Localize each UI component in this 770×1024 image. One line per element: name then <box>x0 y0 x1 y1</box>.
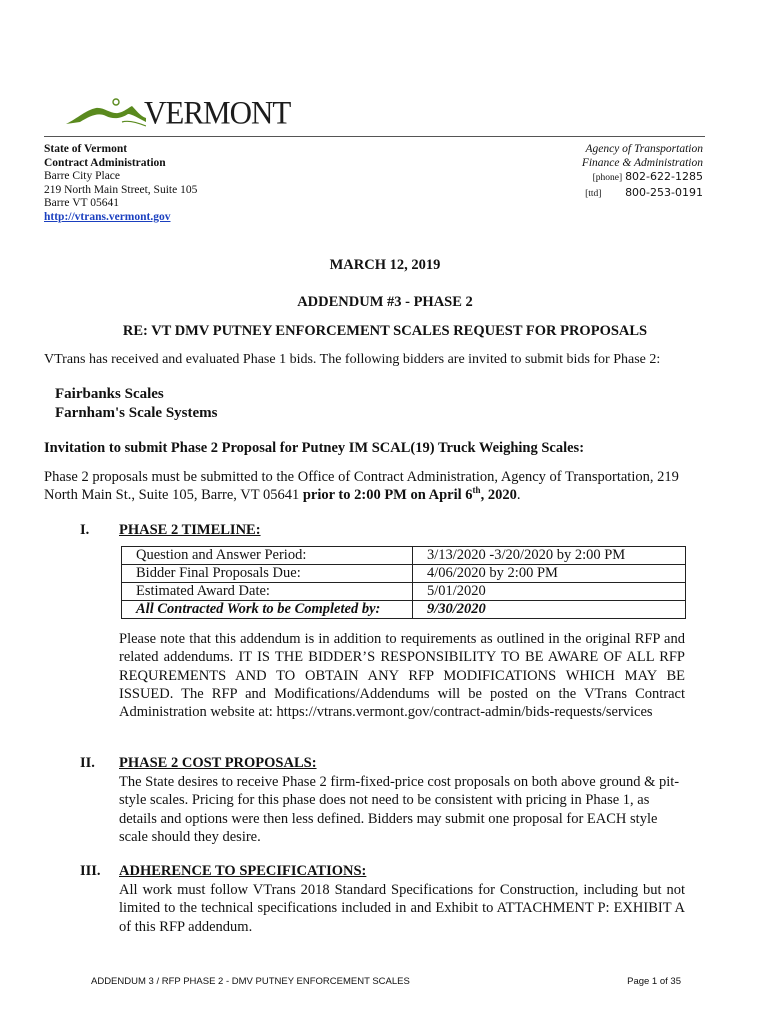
intro-paragraph: VTrans has received and evaluated Phase 1 bids. The following bidders are invited to submit bids for Phase 2: <box>44 352 661 367</box>
timeline-value: 4/06/2020 by 2:00 PM <box>413 565 686 583</box>
addendum-title: ADDENDUM #3 - PHASE 2 <box>297 294 473 310</box>
invitation-heading: Invitation to submit Phase 2 Proposal for Putney IM SCAL(19) Truck Weighing Scales: <box>44 440 585 456</box>
logo-wordmark: VERMONT <box>144 94 291 131</box>
bidder-2: Farnham's Scale Systems <box>55 404 218 421</box>
timeline-value: 3/13/2020 -3/20/2020 by 2:00 PM <box>413 547 686 565</box>
table-row <box>122 601 686 619</box>
header-rule <box>44 136 705 137</box>
submission-deadline: prior to 2:00 PM on April 6 <box>302 487 473 504</box>
timeline-value: 5/01/2020 <box>413 583 686 601</box>
dept-name: Contract Administration <box>44 156 166 169</box>
address-line-3: Barre VT 05641 <box>44 197 119 210</box>
address-line-1: Barre City Place <box>44 170 121 183</box>
ttd-number: 800-253-0191 <box>625 185 703 199</box>
footer-title: ADDENDUM 3 / RFP PHASE 2 - DMV PUTNEY ENFORCEMENT SCALES <box>91 976 410 987</box>
deadline-year: , 2020 <box>480 487 517 504</box>
section-3-numeral: III. <box>80 863 101 879</box>
section-1-note: Please note that this addendum is in addition to requirements as outlined in the original RFP and related addendums. IT IS THE BIDDER’S RESPONSIBILITY TO BE AWARE OF ALL RFP REQUREMENTS AND TO OBTAIN ANY RFP MODIFICATIONS WHICH MAY BE ISSUED. The RFP and Modifications/Addendums will be posted on the VTrans Contract Administration website at: https://vtrans.vermont.gov/contract-admin/bids-requests/services <box>119 631 685 721</box>
vermont-logo <box>66 94 291 131</box>
address-line-2: 219 North Main Street, Suite 105 <box>44 183 198 196</box>
ttd-tag: [ttd] <box>585 188 602 199</box>
website-link[interactable]: http://vtrans.vermont.gov <box>44 210 171 223</box>
mountain-logo-icon <box>66 96 146 130</box>
table-row <box>122 565 686 583</box>
agency-contact <box>582 143 703 201</box>
section-3-body: All work must follow VTrans 2018 Standard Specifications for Construction, including but not limited to the technical specifications included in and Exhibit to ATTACHMENT P: EXHIBIT A of this RFP addendum. <box>119 882 685 935</box>
org-name: State of Vermont <box>44 143 128 155</box>
timeline-label: All Contracted Work to be Completed by: <box>122 601 413 619</box>
division-name: Finance & Administration <box>581 156 703 169</box>
sender-address <box>44 143 197 225</box>
submission-end: . <box>516 487 521 504</box>
bidder-1: Fairbanks Scales <box>55 386 164 402</box>
section-2-numeral: II. <box>80 755 95 771</box>
timeline-label: Bidder Final Proposals Due: <box>122 565 413 583</box>
submission-text: Phase 2 proposals must be submitted to the Office of Contract Administration, Agency of Transportation, 219 North Main St., Suite 105, Barre, VT 05641 <box>44 469 679 504</box>
page-number: Page 1 of 35 <box>627 976 681 987</box>
timeline-label: Estimated Award Date: <box>122 583 413 601</box>
table-row <box>122 583 686 601</box>
section-2-heading: PHASE 2 COST PROPOSALS: <box>119 755 317 771</box>
table-row <box>122 547 686 565</box>
submission-paragraph <box>44 468 694 505</box>
letter-date: MARCH 12, 2019 <box>329 257 441 273</box>
phone-number: 802-622-1285 <box>625 170 703 184</box>
phone-tag: [phone] <box>592 173 623 184</box>
agency-name: Agency of Transportation <box>585 143 703 155</box>
deadline-sup: th <box>472 485 481 496</box>
section-1-heading: PHASE 2 TIMELINE: <box>119 522 261 538</box>
timeline-value: 9/30/2020 <box>413 601 686 619</box>
bidder-list <box>55 385 218 422</box>
re-line: RE: VT DMV PUTNEY ENFORCEMENT SCALES REQUEST FOR PROPOSALS <box>122 323 648 339</box>
section-3-heading: ADHERENCE TO SPECIFICATIONS: <box>119 863 367 879</box>
timeline-label: Question and Answer Period: <box>122 547 413 565</box>
timeline-table <box>121 546 686 619</box>
section-2-body: The State desires to receive Phase 2 firm-fixed-price cost proposals on both above ground & pit-style scales. Pricing for this phase does not need to be consistent with pricing in Phase 1, as details and options were then less defined. Bidders may submit one proposal for EACH style scale should they desire. <box>119 774 680 845</box>
section-1-numeral: I. <box>80 522 90 538</box>
